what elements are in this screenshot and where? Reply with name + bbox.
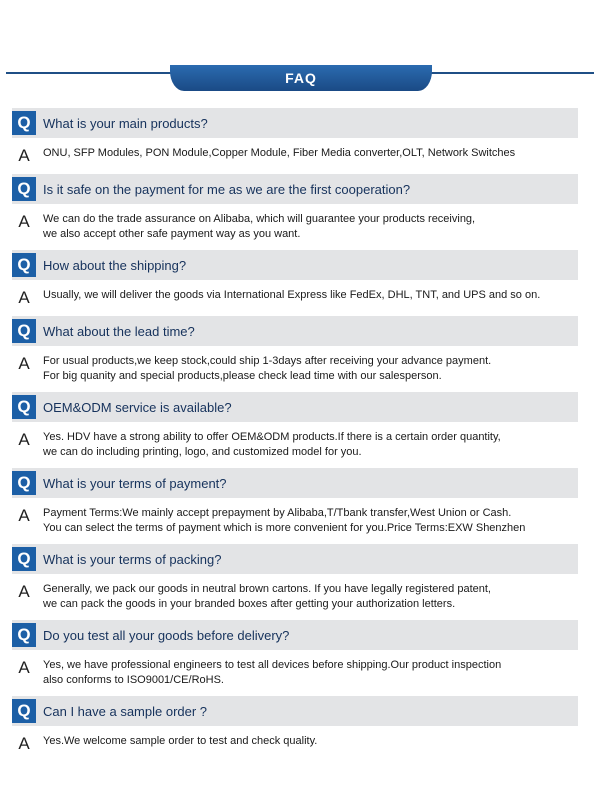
answer-text bbox=[43, 582, 491, 612]
answer-line: We can do the trade assurance on Alibaba, which will guarantee your products receiving, bbox=[43, 213, 476, 225]
answer-line: we can pack the goods in your branded boxes after getting your authorization letters. bbox=[43, 598, 456, 610]
answer-line: For usual products,we keep stock,could ship 1-3days after receiving your advance payment. bbox=[43, 355, 492, 367]
question-row bbox=[12, 108, 578, 138]
faq-title: FAQ bbox=[170, 65, 432, 91]
answer-text bbox=[43, 354, 491, 384]
question-text: OEM&ODM service is available? bbox=[43, 399, 232, 415]
question-badge: Q bbox=[12, 395, 36, 419]
question-badge: Q bbox=[12, 623, 36, 647]
answer-text bbox=[43, 288, 540, 303]
question-text: What is your terms of packing? bbox=[43, 551, 222, 567]
answer-text bbox=[43, 212, 475, 242]
question-text: What is your terms of payment? bbox=[43, 475, 227, 491]
answer-line: Yes, we have professional engineers to test all devices before shipping.Our product inspection bbox=[43, 659, 502, 671]
answer-line: Usually, we will deliver the goods via International Express like FedEx, DHL, TNT, and UPS and so on. bbox=[43, 289, 541, 301]
answer-row bbox=[12, 422, 578, 468]
question-text: Is it safe on the payment for me as we are the first cooperation? bbox=[43, 181, 411, 197]
answer-badge: A bbox=[18, 506, 30, 525]
answer-badge: A bbox=[18, 354, 30, 373]
question-badge: Q bbox=[12, 699, 36, 723]
answer-badge: A bbox=[18, 734, 30, 753]
faq-item bbox=[12, 468, 578, 544]
answer-row bbox=[12, 574, 578, 620]
question-badge: Q bbox=[12, 111, 36, 135]
faq-item bbox=[12, 316, 578, 392]
answer-line: we also accept other safe payment way as you want. bbox=[43, 228, 301, 240]
question-text: What about the lead time? bbox=[43, 323, 195, 339]
answer-line: Yes.We welcome sample order to test and check quality. bbox=[43, 735, 318, 747]
question-text: Can I have a sample order ? bbox=[43, 703, 208, 719]
answer-row bbox=[12, 138, 578, 174]
answer-text bbox=[43, 146, 515, 161]
answer-badge: A bbox=[18, 288, 30, 307]
answer-line: Payment Terms:We mainly accept prepayment by Alibaba,T/Tbank transfer,West Union or Cash. bbox=[43, 507, 512, 519]
answer-row bbox=[12, 346, 578, 392]
answer-badge: A bbox=[18, 430, 30, 449]
faq-item bbox=[12, 544, 578, 620]
answer-line: ONU, SFP Modules, PON Module,Copper Module, Fiber Media converter,OLT, Network Switches bbox=[43, 147, 516, 159]
question-badge: Q bbox=[12, 471, 36, 495]
question-row bbox=[12, 250, 578, 280]
question-row bbox=[12, 544, 578, 574]
faq-item bbox=[12, 392, 578, 468]
answer-badge: A bbox=[18, 146, 30, 165]
faq-item bbox=[12, 250, 578, 316]
answer-line: Yes. HDV have a strong ability to offer OEM&ODM products.If there is a certain order quantity, bbox=[43, 431, 501, 443]
answer-row bbox=[12, 498, 578, 544]
answer-text bbox=[43, 430, 501, 460]
answer-text bbox=[43, 734, 317, 749]
faq-item bbox=[12, 696, 578, 762]
answer-line: also conforms to ISO9001/CE/RoHS. bbox=[43, 674, 224, 686]
answer-row bbox=[12, 280, 578, 316]
answer-text bbox=[43, 506, 525, 536]
answer-line: You can select the terms of payment which is more convenient for you.Price Terms:EXW Shenzhen bbox=[43, 522, 526, 534]
question-text: What is your main products? bbox=[43, 115, 208, 131]
faq-header bbox=[0, 62, 600, 102]
question-text: Do you test all your goods before delivery? bbox=[43, 627, 290, 643]
question-row bbox=[12, 696, 578, 726]
faq-list bbox=[12, 108, 578, 762]
faq-item bbox=[12, 108, 578, 174]
answer-line: we can do including printing, logo, and customized model for you. bbox=[43, 446, 362, 458]
question-row bbox=[12, 174, 578, 204]
question-row bbox=[12, 316, 578, 346]
answer-row bbox=[12, 726, 578, 762]
question-text: How about the shipping? bbox=[43, 257, 187, 273]
answer-row bbox=[12, 204, 578, 250]
answer-line: For big quanity and special products,please check lead time with our salesperson. bbox=[43, 370, 442, 382]
question-badge: Q bbox=[12, 547, 36, 571]
faq-item bbox=[12, 620, 578, 696]
question-badge: Q bbox=[12, 253, 36, 277]
answer-text bbox=[43, 658, 501, 688]
faq-item bbox=[12, 174, 578, 250]
answer-badge: A bbox=[18, 582, 30, 601]
question-row bbox=[12, 468, 578, 498]
question-row bbox=[12, 620, 578, 650]
question-row bbox=[12, 392, 578, 422]
answer-line: Generally, we pack our goods in neutral brown cartons. If you have legally registered patent, bbox=[43, 583, 491, 595]
answer-badge: A bbox=[18, 658, 30, 677]
question-badge: Q bbox=[12, 177, 36, 201]
answer-badge: A bbox=[18, 212, 30, 231]
answer-row bbox=[12, 650, 578, 696]
question-badge: Q bbox=[12, 319, 36, 343]
